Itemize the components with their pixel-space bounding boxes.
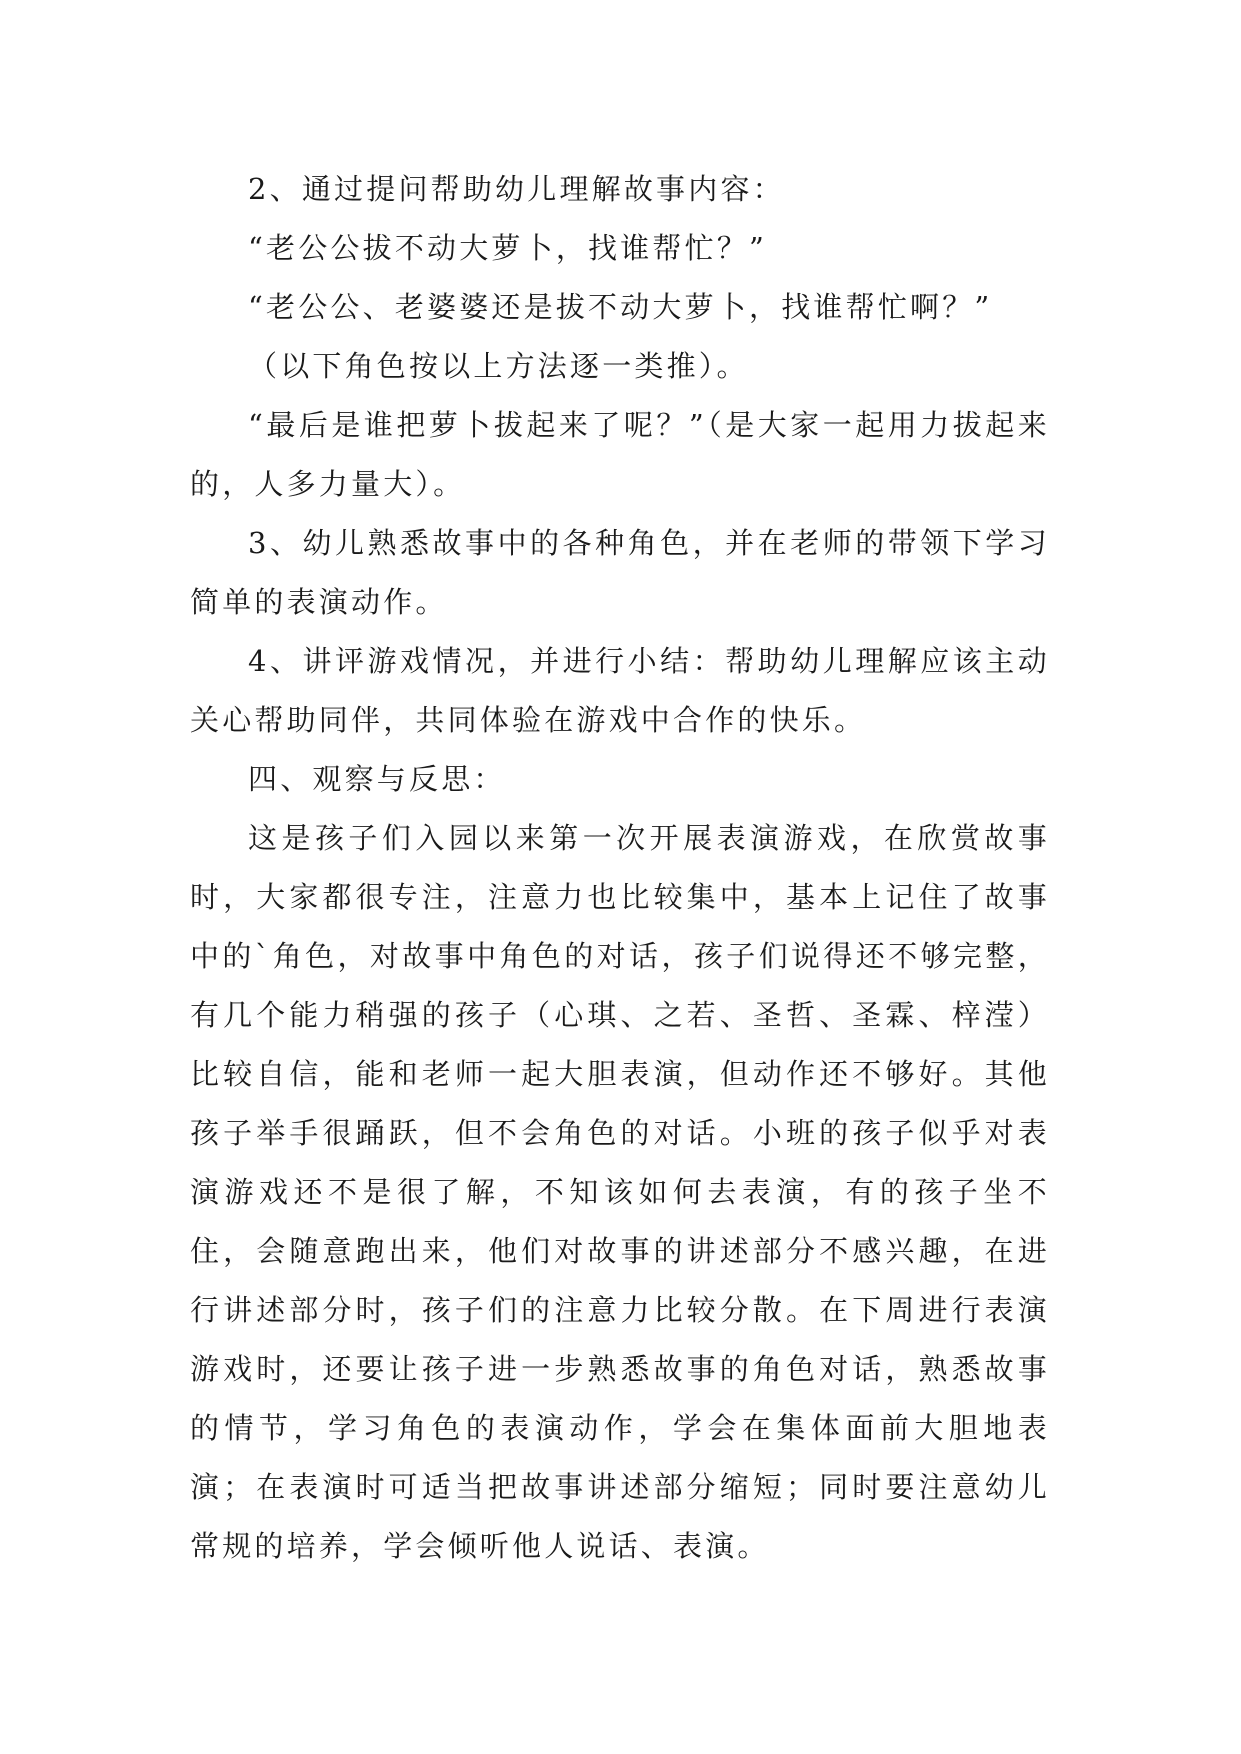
paragraph-note: （以下角色按以上方法逐一类推）。	[248, 349, 749, 383]
section-heading-reflection: 四、观察与反思：	[248, 762, 506, 796]
paragraph-question-2: “老公公、老婆婆还是拔不动大萝卜，找谁帮忙啊？”	[248, 290, 993, 324]
paragraph-question-1: “老公公拔不动大萝卜，找谁帮忙？”	[248, 231, 768, 265]
paragraph-step-2: 2、通过提问帮助幼儿理解故事内容：	[248, 172, 785, 206]
document-body	[190, 160, 1050, 1576]
paragraph-reflection: 这是孩子们入园以来第一次开展表演游戏，在欣赏故事时，大家都很专注，注意力也比较集中，基本上记住了故事中的`角色，对故事中角色的对话，孩子们说得还不够完整，有几个能力稍强的孩子（心琪、之若、圣哲、圣霖、梓滢）比较自信，能和老师一起大胆表演，但动作还不够好。其他孩子举手很踊跃，但不会角色的对话。小班的孩子似乎对表演游戏还不是很了解，不知该如何去表演，有的孩子坐不住，会随意跑出来，他们对故事的讲述部分不感兴趣，在进行讲述部分时，孩子们的注意力比较分散。在下周进行表演游戏时，还要让孩子进一步熟悉故事的角色对话，熟悉故事的情节，学习角色的表演动作，学会在集体面前大胆地表演；在表演时可适当把故事讲述部分缩短；同时要注意幼儿常规的培养，学会倾听他人说话、表演。	[190, 821, 1050, 1563]
paragraph-step-3: 3、幼儿熟悉故事中的各种角色，并在老师的带领下学习简单的表演动作。	[190, 526, 1050, 619]
paragraph-question-3: “最后是谁把萝卜拔起来了呢？”（是大家一起用力拔起来的，人多力量大）。	[190, 408, 1050, 501]
paragraph-step-4: 4、讲评游戏情况，并进行小结：帮助幼儿理解应该主动关心帮助同伴，共同体验在游戏中合作的快乐。	[190, 644, 1050, 737]
